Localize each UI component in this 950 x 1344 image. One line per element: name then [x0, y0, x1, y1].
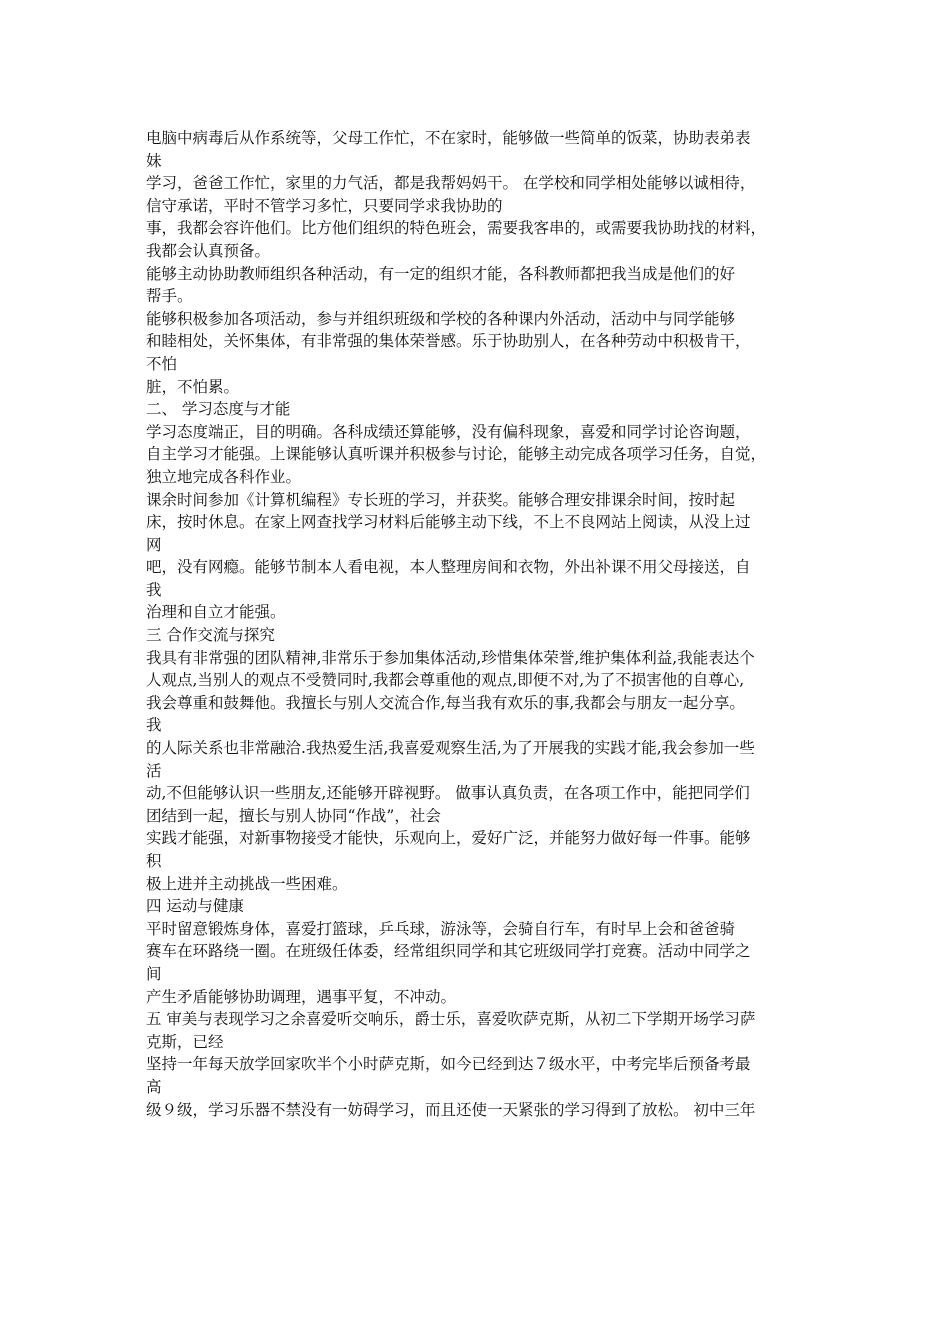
text-line: 妹	[146, 151, 162, 170]
text-line: 脏，不怕累。	[146, 377, 240, 396]
text-line: 治理和自立才能强。	[146, 603, 286, 622]
text-line: 能够主动协助教师组织各种活动，有一定的组织才能，各科教师都把我当成是他们的好	[146, 264, 736, 283]
text-line: 二、 学习态度与才能	[146, 400, 291, 419]
text-line: 三 合作交流与探究	[146, 626, 275, 645]
text-line: 五 审美与表现学习之余喜爱听交响乐，爵士乐，喜爱吹萨克斯，从初二下学期开场学习萨	[146, 1010, 756, 1029]
text-line: 我具有非常强的团队精神,非常乐于参加集体活动,珍惜集体荣誉,维护集体利益,我能表达个	[146, 648, 755, 667]
text-line: 不怕	[146, 354, 178, 373]
text-line: 积	[146, 852, 162, 870]
text-line: 级９级，学习乐器不禁没有一妨碍学习，而且还使一天紧张的学习得到了放松。 初中三年	[146, 1100, 756, 1119]
text-line: 极上进并主动挑战一些困难。	[146, 874, 348, 893]
text-line: 我	[146, 580, 162, 599]
text-line: 学习态度端正，目的明确。各科成绩还算能够，没有偏科现象，喜爱和同学讨论咨询题，	[146, 422, 751, 441]
text-line: 人观点,当别人的观点不受赞同时,我都会尊重他的观点,即便不对,为了不损害他的自尊心,	[146, 671, 745, 690]
text-line: 克斯，已经	[146, 1032, 224, 1051]
text-line: 活	[146, 761, 162, 780]
text-line: 学习，爸爸工作忙，家里的力气活，都是我帮妈妈干。 在学校和同学相处能够以诚相待，	[146, 174, 756, 193]
text-line: 我都会认真预备。	[146, 241, 271, 260]
text-line: 电脑中病毒后从作系统等，父母工作忙，不在家时，能够做一些简单的饭菜，协助表弟表	[146, 129, 751, 147]
text-line: 四 运动与健康	[146, 897, 244, 916]
text-line: 的人际关系也非常融洽.我热爱生活,我喜爱观察生活,为了开展我的实践才能,我会参加一些	[146, 739, 755, 758]
text-line: 我会尊重和鼓舞他。我擅长与别人交流合作,每当我有欢乐的事,我都会与朋友一起分享。	[146, 693, 745, 712]
text-line: 我	[146, 716, 162, 735]
text-line: 事，我都会容许他们。比方他们组织的特色班会，需要我客串的，或需要我协助找的材料，	[146, 219, 767, 238]
text-line: 坚持一年每天放学回家吹半个小时萨克斯，如今已经到达７级水平，中考完毕后预备考最	[146, 1055, 751, 1074]
text-line: 团结到一起，擅长与别人协同“作战”，社会	[146, 806, 441, 825]
text-line: 吧，没有网瘾。能够节制本人看电视，本人整理房间和衣物，外出补课不用父母接送，自	[146, 558, 751, 577]
text-line: 帮手。	[146, 287, 193, 306]
text-line: 能够积极参加各项活动，参与并组织班级和学校的各种课内外活动，活动中与同学能够	[146, 309, 736, 328]
text-line: 高	[146, 1077, 162, 1096]
text-line: 床，按时休息。在家上网查找学习材料后能够主动下线，不上不良网站上阅读，从没上过	[146, 513, 751, 532]
text-line: 动,不但能够认识一些朋友,还能够开辟视野。 做事认真负责，在各项工作中，能把同学们	[146, 784, 750, 803]
text-line: 实践才能强，对新事物接受才能快，乐观向上，爱好广泛，并能努力做好每一件事。能够	[146, 829, 751, 848]
text-line: 课余时间参加《计算机编程》专长班的学习，并获奖。能够合理安排课余时间，按时起	[146, 490, 736, 509]
text-line: 独立地完成各科作业。	[146, 467, 302, 486]
text-line: 信守承诺，平时不管学习多忙，只要同学求我协助的	[146, 196, 503, 215]
text-line: 自主学习才能强。上课能够认真听课并积极参与讨论，能够主动完成各项学习任务，自觉，	[146, 445, 767, 464]
document-body	[146, 127, 818, 1121]
text-line: 产生矛盾能够协助调理，遇事平复，不冲动。	[146, 987, 457, 1006]
text-line: 平时留意锻炼身体，喜爱打篮球，乒乓球，游泳等，会骑自行车，有时早上会和爸爸骑	[146, 919, 736, 938]
text-line: 赛车在环路绕一圈。在班级任体委，经常组织同学和其它班级同学打竞赛。活动中同学之	[146, 942, 751, 961]
text-line: 和睦相处，关怀集体，有非常强的集体荣誉感。乐于协助别人，在各种劳动中积极肯干，	[146, 332, 751, 351]
text-line: 网	[146, 535, 162, 554]
text-line: 间	[146, 964, 162, 983]
